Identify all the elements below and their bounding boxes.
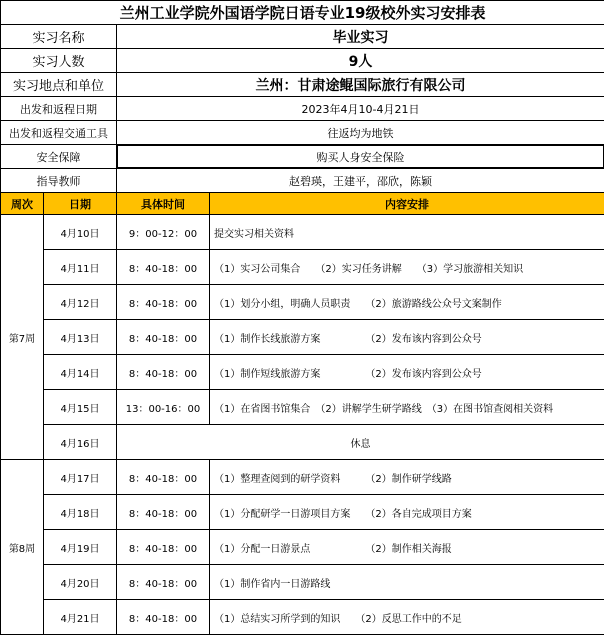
content-cell: （1）实习公司集合 （2）实习任务讲解 （3）学习旅游相关知识 (210, 250, 604, 285)
time-cell: 8：40-18：00 (117, 250, 210, 285)
table-row (1, 285, 604, 320)
content-cell: （1）分配研学一日游项目方案 （2）各自完成项目方案 (210, 495, 604, 530)
info-row (1, 97, 604, 121)
content-cell: （1）制作长线旅游方案 （2）发布该内容到公众号 (210, 320, 604, 355)
date-cell: 4月11日 (44, 250, 117, 285)
table-row (1, 250, 604, 285)
info-label: 实习人数 (1, 49, 117, 73)
content-cell: （1）制作短线旅游方案 （2）发布该内容到公众号 (210, 355, 604, 390)
date-cell: 4月21日 (44, 600, 117, 635)
date-cell: 4月13日 (44, 320, 117, 355)
time-cell: 8：40-18：00 (117, 285, 210, 320)
info-row (1, 121, 604, 145)
date-cell: 4月20日 (44, 565, 117, 600)
week-label: 第8周 (1, 460, 44, 635)
column-header-week: 周次 (1, 193, 44, 215)
time-cell: 9：00-12：00 (117, 215, 210, 250)
time-cell: 8：40-18：00 (117, 600, 210, 635)
content-cell: （1）制作省内一日游路线 (210, 565, 604, 600)
info-value: 毕业实习 (117, 25, 604, 49)
table-row (1, 320, 604, 355)
date-cell: 4月14日 (44, 355, 117, 390)
date-cell: 4月15日 (44, 390, 117, 425)
info-value: 兰州：甘肃途鲲国际旅行有限公司 (117, 73, 604, 97)
table-row (1, 425, 604, 460)
time-cell: 8：40-18：00 (117, 355, 210, 390)
content-cell: （1）在省图书馆集合 （2）讲解学生研学路线 （3）在图书馆查阅相关资料 (210, 390, 604, 425)
info-value: 2023年4月10-4月21日 (117, 97, 604, 121)
info-label: 指导教师 (1, 169, 117, 193)
page-title: 兰州工业学院外国语学院日语专业19级校外实习安排表 (1, 1, 604, 25)
time-cell: 8：40-18：00 (117, 530, 210, 565)
info-label: 实习地点和单位 (1, 73, 117, 97)
column-header-content: 内容安排 (210, 193, 604, 215)
table-row (1, 355, 604, 390)
date-cell: 4月12日 (44, 285, 117, 320)
date-cell: 4月16日 (44, 425, 117, 460)
column-header-time: 具体时间 (117, 193, 210, 215)
table-row (1, 460, 604, 495)
table-row (1, 600, 604, 635)
content-cell: （1）总结实习所学到的知识 （2）反思工作中的不足 (210, 600, 604, 635)
header-row (1, 193, 604, 215)
date-cell: 4月18日 (44, 495, 117, 530)
info-label: 安全保障 (1, 145, 117, 169)
info-label: 出发和返程日期 (1, 97, 117, 121)
time-cell: 8：40-18：00 (117, 495, 210, 530)
info-row (1, 25, 604, 49)
table-row (1, 495, 604, 530)
info-row (1, 169, 604, 193)
date-cell: 4月17日 (44, 460, 117, 495)
time-cell: 8：40-18：00 (117, 565, 210, 600)
column-header-date: 日期 (44, 193, 117, 215)
info-row (1, 145, 604, 169)
info-label: 出发和返程交通工具 (1, 121, 117, 145)
week-label: 第7周 (1, 215, 44, 460)
date-cell: 4月10日 (44, 215, 117, 250)
table-row (1, 530, 604, 565)
date-cell: 4月19日 (44, 530, 117, 565)
time-cell: 8：40-18：00 (117, 320, 210, 355)
table-row (1, 565, 604, 600)
info-value: 往返均为地铁 (117, 121, 604, 145)
content-cell: （1）划分小组，明确人员职责 （2）旅游路线公众号文案制作 (210, 285, 604, 320)
info-label: 实习名称 (1, 25, 117, 49)
info-value: 赵碧瑛，王建平，邵欣，陈颖 (117, 169, 604, 193)
content-cell: （1）分配一日游景点 （2）制作相关海报 (210, 530, 604, 565)
table-row (1, 215, 604, 250)
info-row (1, 49, 604, 73)
content-cell: 提交实习相关资料 (210, 215, 604, 250)
time-cell: 13：00-16：00 (117, 390, 210, 425)
info-value: 购买人身安全保险 (117, 145, 604, 169)
info-row (1, 73, 604, 97)
content-cell: 休息 (117, 425, 604, 460)
content-cell: （1）整理查阅到的研学资料 （2）制作研学线路 (210, 460, 604, 495)
table-row (1, 390, 604, 425)
time-cell: 8：40-18：00 (117, 460, 210, 495)
info-value: 9人 (117, 49, 604, 73)
